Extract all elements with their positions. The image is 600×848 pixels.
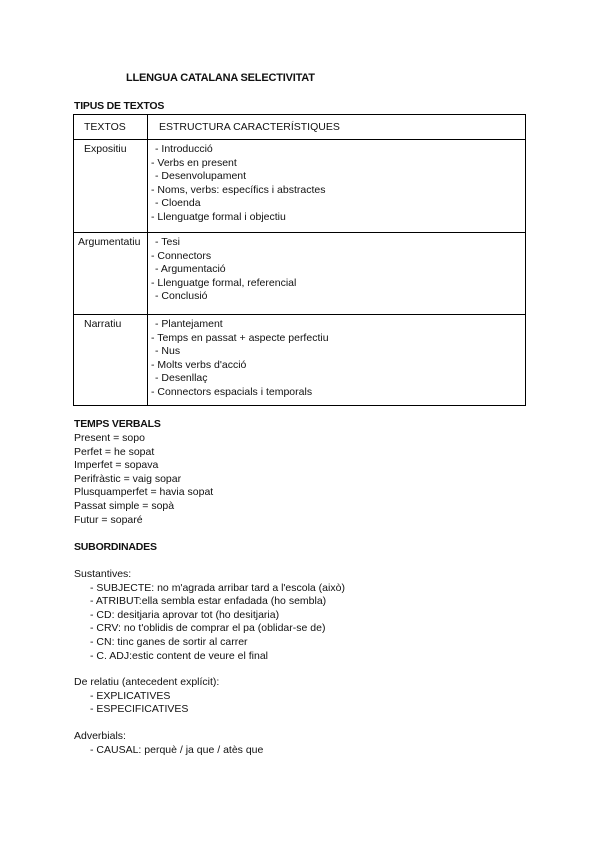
list-item: Perifràstic = vaig sopar — [74, 472, 182, 485]
list-item: - ESPECIFICATIVES — [90, 703, 189, 716]
header-textos: TEXTOS — [74, 115, 148, 139]
table-row — [74, 315, 526, 406]
relatiu-heading: De relatiu (antecedent explícit): — [74, 676, 220, 688]
row-line: - Llenguatge formal i objectiu — [151, 210, 286, 223]
row-line: - Introducció — [155, 143, 213, 155]
list-item: Perfet = he sopat — [74, 445, 155, 458]
row-line: - Connectors espacials i temporals — [151, 385, 313, 398]
row-lines — [148, 315, 526, 405]
list-item: Present = sopo — [74, 432, 145, 444]
list-item: - CN: tinc ganes de sortir al carrer — [90, 635, 248, 648]
list-item: - SUBJECTE: no m'agrada arribar tard a l'escola (això) — [90, 581, 345, 594]
list-item: - ATRIBUT:ella sembla estar enfadada (ho sembla) — [90, 595, 327, 608]
header-estructura: ESTRUCTURA CARACTERÍSTIQUES — [148, 115, 526, 139]
row-line: - Conclusió — [155, 290, 208, 303]
list-item: - C. ADJ:estic content de veure el final — [90, 649, 269, 662]
list-item: Futur = soparé — [74, 513, 143, 526]
row-line: - Verbs en present — [151, 156, 237, 169]
list-item: - EXPLICATIVES — [90, 689, 171, 702]
row-line: - Connectors — [151, 249, 212, 262]
row-line: - Nus — [155, 345, 181, 358]
table-row — [74, 233, 526, 315]
list-item: Imperfet = sopava — [74, 459, 159, 472]
section-heading-subordinades: SUBORDINADES — [74, 541, 157, 553]
row-label: Expositiu — [74, 140, 148, 232]
row-line: - Noms, verbs: específics i abstractes — [151, 183, 326, 196]
row-line: - Plantejament — [155, 318, 223, 330]
row-line: - Argumentació — [155, 263, 226, 276]
row-line: - Desenvolupament — [155, 170, 247, 183]
adverbials-heading: Adverbials: — [74, 730, 126, 742]
adverbials-block — [74, 730, 263, 757]
row-line: - Molts verbs d'acció — [151, 358, 247, 371]
list-item: Passat simple = sopà — [74, 499, 175, 512]
list-item: - CAUSAL: perquè / ja que / atès que — [90, 743, 264, 756]
table-row — [74, 140, 526, 233]
document-title: LLENGUA CATALANA SELECTIVITAT — [126, 72, 315, 84]
temps-list — [74, 432, 213, 527]
row-line: - Tesi — [155, 236, 180, 248]
relatiu-block — [74, 676, 219, 717]
row-lines — [148, 140, 526, 232]
row-line: - Temps en passat + aspecte perfectiu — [151, 331, 329, 344]
substantives-heading: Sustantives: — [74, 568, 132, 580]
table-header-row — [74, 115, 526, 140]
row-line: - Llenguatge formal, referencial — [151, 276, 297, 289]
substantives-block — [74, 568, 345, 663]
section-heading-tipus: TIPUS DE TEXTOS — [74, 100, 165, 112]
list-item: Plusquamperfet = havia sopat — [74, 486, 214, 499]
row-line: - Desenllaç — [155, 372, 208, 385]
row-label: Narratiu — [74, 315, 148, 405]
list-item: - CD: desitjaria aprovar tot (ho desitjaria) — [90, 608, 280, 621]
textos-table — [73, 114, 526, 406]
list-item: - CRV: no t'oblidis de comprar el pa (oblidar-se de) — [90, 622, 326, 635]
section-heading-temps: TEMPS VERBALS — [74, 418, 161, 430]
row-label: Argumentatiu — [74, 233, 148, 314]
row-lines — [148, 233, 526, 314]
row-line: - Cloenda — [155, 197, 201, 210]
